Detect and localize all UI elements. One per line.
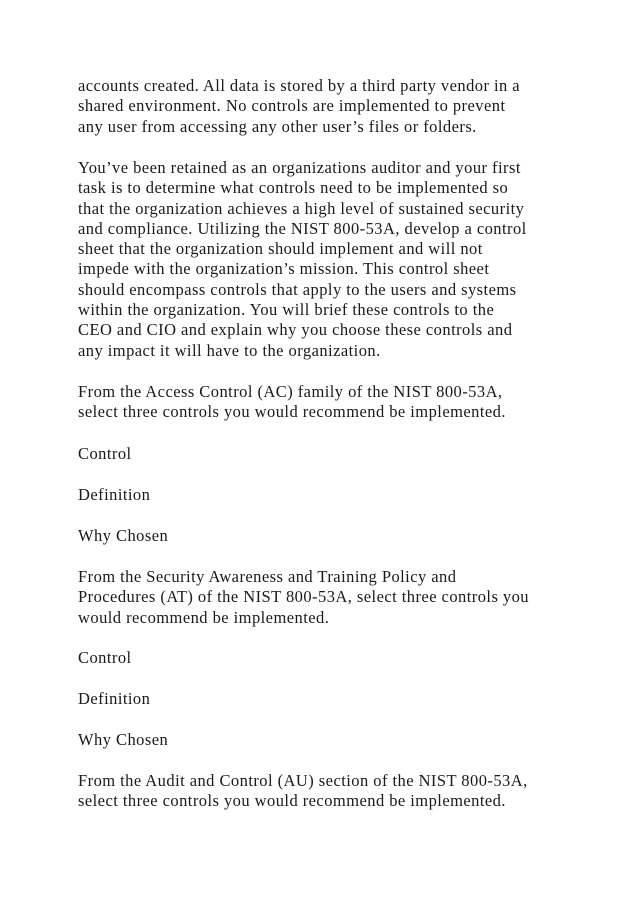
text-line: that the organization achieves a high level of sustained security	[78, 198, 525, 218]
text-line: Definition	[78, 689, 151, 708]
text-line: Definition	[78, 485, 151, 504]
paragraph-intro	[78, 76, 520, 137]
text-line: From the Security Awareness and Training Policy and	[78, 567, 457, 586]
text-line: Control	[78, 444, 132, 463]
text-line: and compliance. Utilizing the NIST 800-53A, develop a control	[78, 218, 527, 238]
label-why-chosen	[78, 730, 168, 750]
paragraph-access-control	[78, 382, 506, 423]
text-line: within the organization. You will brief these controls to the	[78, 300, 495, 320]
label-why-chosen	[78, 526, 168, 546]
text-line: shared environment. No controls are implemented to prevent	[78, 96, 506, 116]
text-line: From the Audit and Control (AU) section of the NIST 800-53A,	[78, 771, 528, 790]
text-line: Why Chosen	[78, 730, 169, 749]
text-line: From the Access Control (AC) family of the NIST 800-53A,	[78, 382, 503, 401]
text-line: impede with the organization’s mission. This control sheet	[78, 259, 490, 279]
text-line: would recommend be implemented.	[78, 607, 330, 627]
label-definition	[78, 485, 150, 505]
paragraph-assignment	[78, 158, 527, 361]
label-control	[78, 444, 132, 464]
text-line: sheet that the organization should implement and will not	[78, 239, 483, 259]
text-line: CEO and CIO and explain why you choose these controls and	[78, 320, 513, 340]
paragraph-audit-control	[78, 771, 528, 812]
text-line: accounts created. All data is stored by a third party vendor in a	[78, 76, 521, 95]
text-line: Procedures (AT) of the NIST 800-53A, select three controls you	[78, 587, 529, 607]
text-line: select three controls you would recommend be implemented.	[78, 402, 506, 422]
text-line: should encompass controls that apply to the users and systems	[78, 279, 517, 299]
text-line: any impact it will have to the organization.	[78, 340, 381, 360]
paragraph-security-awareness	[78, 567, 529, 628]
text-line: any user from accessing any other user’s files or folders.	[78, 116, 477, 136]
text-line: select three controls you would recommend be implemented.	[78, 791, 506, 811]
label-control	[78, 648, 132, 668]
text-line: You’ve been retained as an organizations auditor and your first	[78, 158, 521, 177]
text-line: task is to determine what controls need to be implemented so	[78, 178, 509, 198]
text-line: Why Chosen	[78, 526, 169, 545]
text-line: Control	[78, 648, 132, 667]
label-definition	[78, 689, 150, 709]
